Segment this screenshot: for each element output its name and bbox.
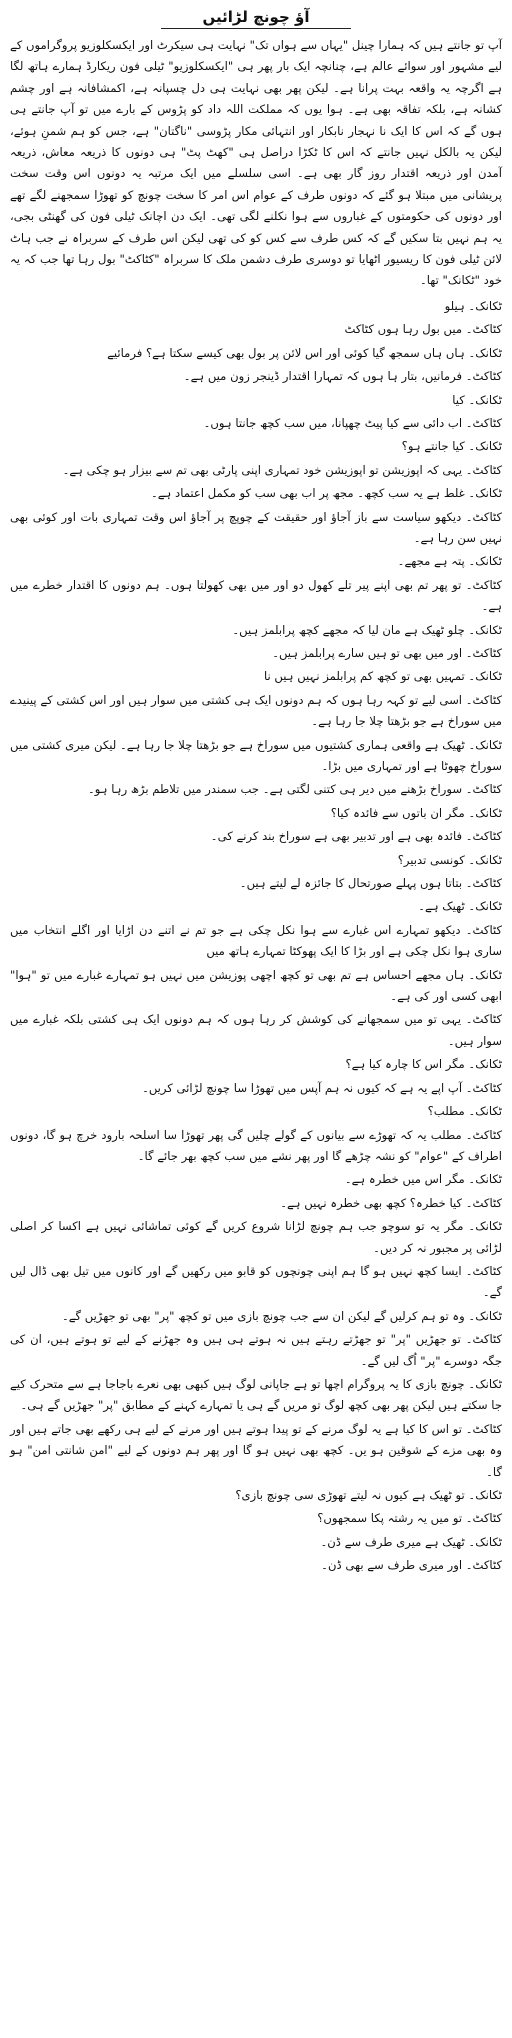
dialogue-line: ٹکانک۔ پتہ ہے مجھے۔	[397, 554, 502, 569]
dialogue-line: ٹکانک۔ ٹھیک ہے میری طرف سے ڈن۔	[320, 1534, 502, 1549]
dialogue-line: کٹاکٹ۔ تو میں یہ رشتہ پکا سمجھوں؟	[317, 1511, 502, 1526]
dialogue-line: ٹکانک۔ کیا	[452, 392, 502, 407]
dialogue-line: کٹاکٹ۔ آپ اپے یہ ہے کہ کیوں نہ ہم آپس میں تھوڑا سا چونچ لڑائی کریں۔	[142, 1080, 502, 1095]
intro-paragraph: آپ تو جانتے ہیں کہ ہمارا چینل "یہاں سے ہواں تک" نہایت ہی سیکرٹ اور ایکسکلوزیو پروگراموں کے لیے مشہور اور سوائے عالم ہے، چنانچہ ایک بار پھر ہی "ایکسکلوزیو" ٹیلی فون ریکارڈ ہمارے ہاتھ لگا ہے اگرچہ یہ واقعہ بہت پرانا ہے۔ لیکن پھر بھی نہایت ہی دل چسپانہ ہے، اکمشافانہ ہے اور چشم کشانہ ہے، بلکہ تفاقہ بھی ہے۔ ہوا یوں کہ مملکت اللہ داد کو پڑوس کے بارے میں تو آپ جانتے ہی ہوں گے کہ اس کا ایک نا نہجار نابکار اور انتہائی مکار پڑوسی "ناگتان" ہے، جس کو ہم شمنِ ہوئے، لیکن یہ بالکل نہیں جانتے کہ اس کا ٹکڑا دراصل ہی "کھٹ پٹ" ہی دونوں کا ذریعہ معاش، ذریعہ آمدن اور ذریعہ اقتدار روز گار بھی ہے۔ اسی سلسلے میں ایک مرتبہ یہ دونوں اس وقت سخت پریشانی میں مبتلا ہو گئے کہ دونوں طرف کے عوام اس امر کا سخت چونچ کو تھوڑا سمجھنے لگے تھے اور دونوں کی حکومتوں کے غباروں سے ہوا نکلنے لگی تھی۔ ایک دن اچانک ٹیلی فون کی گھنٹی بجی، یہ ہم نہیں بتا سکیں گے کہ کس طرف سے کس کو کی تھی لیکن اس طرف کے سربراہ نے جب ہاٹ لائن ٹیلی فون کا ریسیور اٹھایا تو دوسری طرف دشمن ملک کا سربراہ "کٹاکٹ" بول رہا تھا جب کہ یہ خود "ٹکانک" تھا۔	[10, 38, 502, 288]
dialogue-line: ٹکانک۔ ٹھیک ہے۔	[418, 899, 502, 914]
dialogue-line: کٹاکٹ۔ سوراخ بڑھنے میں دیر ہی کتنی لگتی ہے۔ جب سمندر میں تلاطم بڑھ رہا ہو۔	[88, 782, 502, 797]
dialogue-line: کٹاکٹ۔ تو اس کا کیا ہے یہ لوگ مرنے کے تو پیدا ہوتے ہیں اور مرنے کے لیے ہی رکھے بھی جاتے ہیں اور وہ بھی مزے کے شوقین ہو یں۔ کچھ بھی نہیں ہو گا اور پھر ہم دونوں کے لیے "امن شانتی امن" ہو گا۔	[10, 1421, 502, 1479]
dialogue-line: کٹاکٹ۔ اب دائی سے کیا پیٹ چھپانا، میں سب کچھ جانتا ہوں۔	[203, 415, 502, 430]
dialogue-line: ٹکانک۔ مگر اس کا چارہ کیا ہے؟	[345, 1057, 502, 1072]
dialogue-line: ٹکانک۔ تو ٹھیک ہے کیوں نہ لیتے تھوڑی سی چونچ بازی؟	[235, 1488, 502, 1502]
dialogue-line: ٹکانک۔ کونسی تدبیر؟	[397, 852, 502, 867]
dialogue-line: ٹکانک۔ مگر اس میں خطرہ ہے۔	[344, 1172, 502, 1187]
dialogue-line: ٹکانک۔ غلط ہے یہ سب کچھ۔ مجھ پر اب بھی سب کو مکمل اعتماد ہے۔	[150, 486, 502, 501]
dialogue-line: کٹاکٹ۔ تو جھڑیں "پر" تو جھڑتے رہتے ہیں نہ ہوتے ہی ہیں وہ جھڑنے کے لیے تو ہوتے ہیں، ان کی جگہ دوسرے "پر" اُگ لیں گے۔	[10, 1332, 502, 1368]
dialogue-line: کٹاکٹ۔ میں بول رہا ہوں کٹاکٹ	[344, 322, 502, 337]
dialogue-line: کٹاکٹ۔ کیا خطرہ؟ کچھ بھی خطرہ نہیں ہے۔	[280, 1195, 502, 1210]
dialogue-line: ٹکانک۔ ہاں مجھے احساس ہے تم بھی تو کچھ اچھی پوزیشن میں نہیں ہو تمہارے غبارے میں تو "ہوا" ابھی کسی اور کی ہے۔	[10, 967, 502, 1004]
dialogue-line: ٹکانک۔ مگر یہ تو سوچو جب ہم چونچ لڑانا شروع کریں گے کوئی تماشائی نہیں ہے اکسا کر اصلی لڑائی پر مجبور نہ کر دیں۔	[10, 1219, 502, 1255]
dialogue-line: ٹکانک۔ مطلب؟	[427, 1104, 502, 1119]
dialogue-line: کٹاکٹ۔ دیکھو تمہارے اس غبارے سے ہوا نکل چکی ہے جو تم نے اتنے دن اڑایا اور اگلے انتخاب میں ساری ہوا نکل چکی ہے اور بڑا کا ایک پھوکٹا تمہارے ہاتھ میں	[10, 922, 502, 959]
dialogue-line: کٹاکٹ۔ فرمانیں، بتار ہا ہوں کہ تمہارا اقتدار ڈینجر زون میں ہے۔	[183, 369, 502, 384]
dialogue-line: کٹاکٹ۔ مطلب یہ کہ تھوڑے سے بیانوں کے گولے چلیں گی پھر تھوڑا سا اسلحہ بارود خرچ ہو گا، دونوں اطراف کے "عوام" کو نشہ چڑھے گا اور پھر نشے میں سب کچھ بھر جائے گا۔	[10, 1127, 502, 1163]
dialogue-line: ٹکانک۔ وہ تو ہم کرلیں گے لیکن ان سے جب چونچ بازی میں تو کچھ "پر" بھی تو جھڑیں گے۔	[61, 1308, 502, 1323]
dialogue-line: ٹکانک۔ ہیلو	[444, 298, 502, 313]
dialogue-line: کٹاکٹ۔ دیکھو سیاست سے باز آجاؤ اور حقیقت کے چوپچ پر آجاؤ اس وقت تمہاری بات اور کوئی بھی نہیں سن رہا ہے۔	[10, 509, 502, 545]
dialogue-line: کٹاکٹ۔ یہی کہ اپوزیشن تو اپوزیشن خود تمہاری اپنی پارٹی بھی تم سے بیزار ہو چکی ہے۔	[62, 462, 502, 477]
dialogue-line: کٹاکٹ۔ بتاتا ہوں پہلے صورتحال کا جائزہ لے لیتے ہیں۔	[239, 876, 502, 891]
dialogue-line: کٹاکٹ۔ اور میری طرف سے بھی ڈن۔	[321, 1558, 502, 1573]
dialogue-list	[10, 296, 502, 1577]
dialogue-line: ٹکانک۔ کیا جانتے ہو؟	[401, 439, 502, 454]
dialogue-line: کٹاکٹ۔ اور میں بھی تو ہیں سارے پرابلمز ہیں۔	[272, 645, 502, 660]
dialogue-line: کٹاکٹ۔ یہی تو میں سمجھانے کی کوشش کر رہا ہوں کہ ہم دونوں ایک ہی کشتی بلکہ غبارے میں سوار ہیں۔	[10, 1012, 502, 1048]
dialogue-line: ٹکانک۔ چونچ بازی کا یہ پروگرام اچھا تو ہے جاپانی لوگ ہیں کبھی بھی نعرے باجاجا ہے سے متحرک کیے جا سکتے ہیں لیکن پھر بھی کچھ لوگ تو مریں گے ہی یا تمہارے کہنے کے مطابق "پر" جھڑیں گے ہی۔	[10, 1376, 502, 1413]
dialogue-line: ٹکانک۔ مگر ان باتوں سے فائدہ کیا؟	[330, 805, 502, 820]
dialogue-line: کٹاکٹ۔ ایسا کچھ نہیں ہو گا ہم اپنی چونچوں کو قابو میں رکھیں گے اور کانوں میں تیل بھی ڈال لیں گے۔	[10, 1263, 502, 1300]
dialogue-line: کٹاکٹ۔ فائدہ بھی ہے اور تدبیر بھی ہے سوراخ بند کرنے کی۔	[210, 829, 502, 844]
dialogue-line: ٹکانک۔ تمہیں بھی تو کچھ کم پرابلمز نہیں ہیں نا	[263, 669, 502, 684]
dialogue-line: ٹکانک۔ ٹھیک ہے واقعی ہماری کشتیوں میں سوراخ ہے جو بڑھتا چلا جا رہا ہے۔ لیکن میری کشتی میں سوراخ چھوٹا ہے اور تمہاری میں بڑا۔	[10, 737, 502, 773]
article-title: آؤ چونچ لڑائیں	[161, 8, 351, 29]
dialogue-line: ٹکانک۔ ہاں ہاں سمجھ گیا کوئی اور اس لائن پر بول بھی کیسے سکتا ہے؟ فرمائیے	[107, 345, 502, 360]
dialogue-line: کٹاکٹ۔ اسی لیے تو کہہ رہا ہوں کہ ہم دونوں ایک ہی کشتی میں سوار ہیں اور اس کشتی کے پینیدے میں سوراخ ہے جو بڑھتا چلا جا رہا ہے۔	[10, 692, 502, 729]
dialogue-line: ٹکانک۔ چلو ٹھیک ہے مان لیا کہ مجھے کچھ پرابلمز ہیں۔	[232, 622, 502, 637]
article-body	[10, 35, 502, 1577]
dialogue-line: کٹاکٹ۔ تو پھر تم بھی اپنے پیر تلے کھول دو اور میں بھی کھولتا ہوں۔ ہم دونوں کا اقتدار خطرے میں ہے۔	[10, 577, 502, 614]
